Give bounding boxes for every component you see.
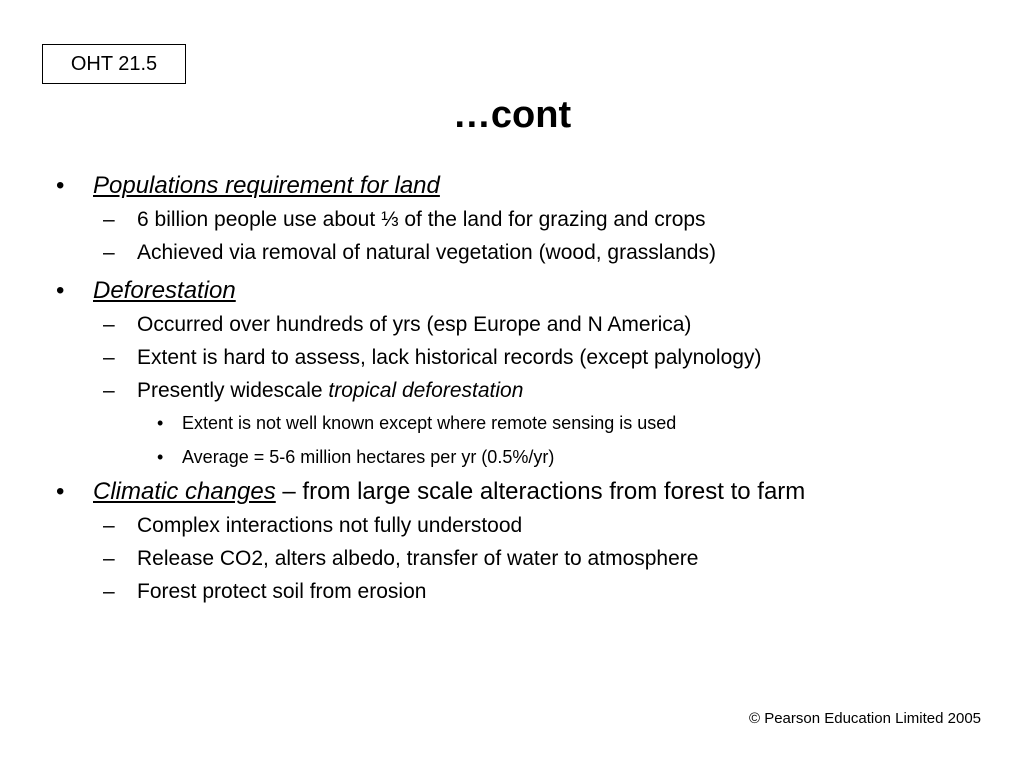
sub-item-italic: tropical deforestation: [328, 379, 524, 402]
sub-item-plain: Presently widescale: [137, 379, 329, 402]
small-bullet-marker: •: [157, 413, 164, 433]
dash-marker: –: [103, 580, 115, 603]
page-title: …cont: [452, 94, 572, 136]
sub-item: 6 billion people use about ⅓ of the land for grazing and crops: [137, 208, 706, 231]
sub-item: Achieved via removal of natural vegetation (wood, grasslands): [137, 241, 716, 264]
sub-item-tropical: [137, 379, 523, 403]
bullet-heading-land: Populations requirement for land: [93, 172, 440, 199]
heading-climatic-rest: – from large scale alteractions from forest to farm: [275, 478, 806, 505]
dash-marker: –: [103, 208, 115, 231]
sub-sub-item: Average = 5-6 million hectares per yr (0.5%/yr): [182, 447, 555, 467]
slide-label: OHT 21.5: [70, 52, 158, 75]
slide-label-box: [42, 44, 186, 84]
dash-marker: –: [103, 379, 115, 402]
bullet-marker: •: [56, 277, 65, 304]
small-bullet-marker: •: [157, 447, 164, 467]
bullet-marker: •: [56, 478, 65, 505]
copyright-footer: © Pearson Education Limited 2005: [748, 710, 981, 727]
bullet-marker: •: [56, 172, 65, 199]
dash-marker: –: [103, 346, 115, 369]
sub-item: Release CO2, alters albedo, transfer of water to atmosphere: [137, 547, 699, 570]
sub-sub-item: Extent is not well known except where remote sensing is used: [182, 413, 677, 433]
dash-marker: –: [103, 241, 115, 264]
bullet-heading-deforestation: Deforestation: [93, 277, 236, 304]
dash-marker: –: [103, 313, 115, 336]
heading-climatic-changes: Climatic changes: [93, 478, 276, 505]
sub-item: Occurred over hundreds of yrs (esp Europe and N America): [137, 313, 692, 336]
sub-item: Forest protect soil from erosion: [137, 580, 427, 603]
dash-marker: –: [103, 514, 115, 537]
bullet-heading-climatic: [93, 478, 805, 506]
sub-item: Complex interactions not fully understood: [137, 514, 523, 537]
sub-item: Extent is hard to assess, lack historical records (except palynology): [137, 346, 762, 369]
dash-marker: –: [103, 547, 115, 570]
